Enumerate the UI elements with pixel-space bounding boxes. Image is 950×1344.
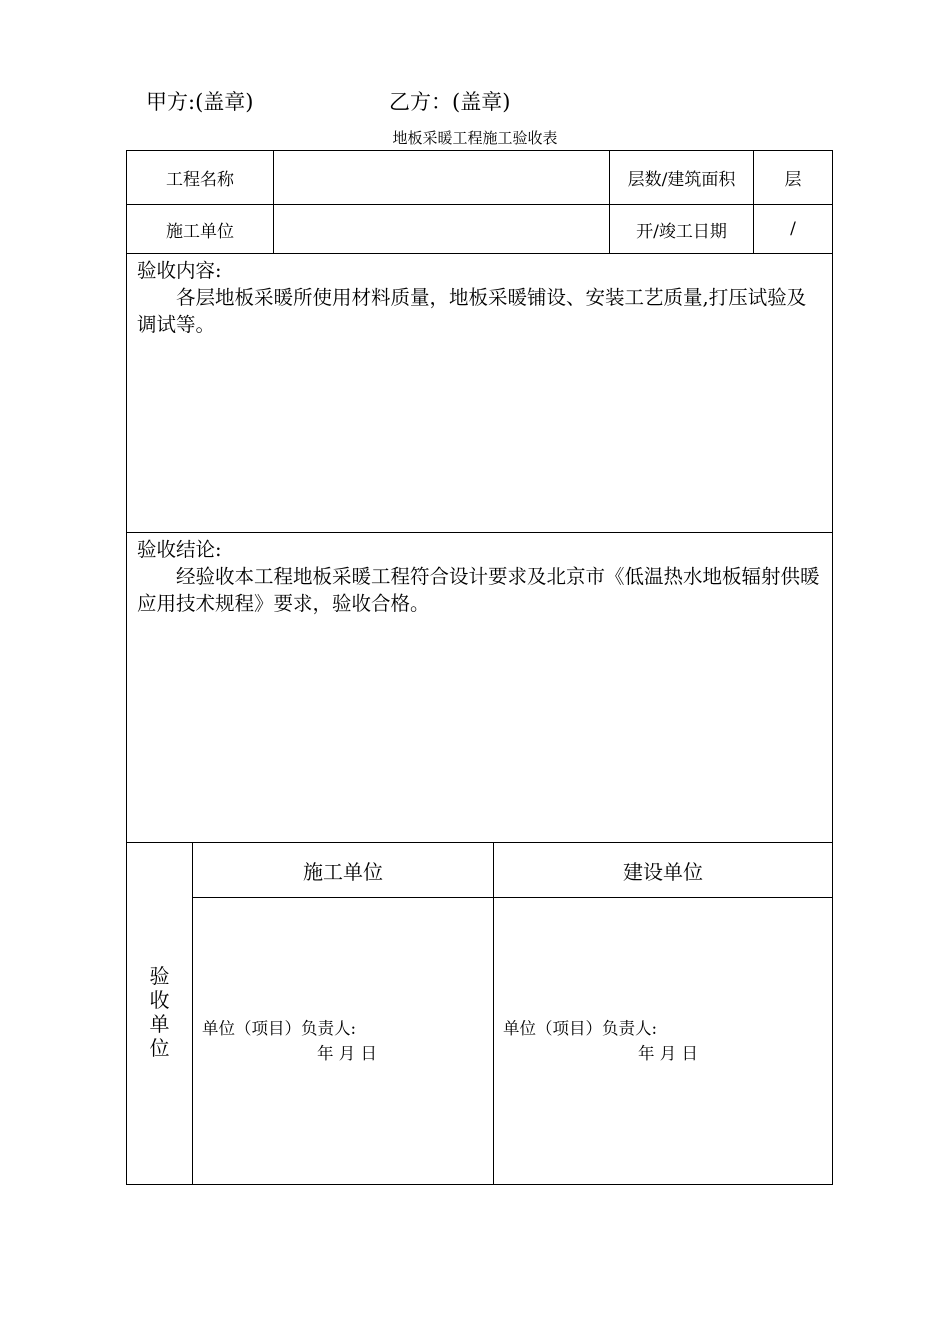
acceptance-content-body: 各层地板采暖所使用材料质量，地板采暖铺设、安装工艺质量,打压试验及调试等。	[137, 286, 807, 336]
document-title: 地板采暖工程施工验收表	[392, 129, 558, 147]
contractor-value[interactable]	[273, 204, 610, 254]
start-end-date-value[interactable]: /	[753, 204, 833, 254]
party-a-seal-label: 甲方:(盖章)	[146, 90, 254, 114]
construction-unit-signature-cell[interactable]	[192, 897, 494, 1185]
floors-area-value[interactable]: 层	[753, 150, 833, 205]
owner-sign-date: 年 月 日	[638, 1044, 698, 1063]
construction-sign-date: 年 月 日	[317, 1044, 377, 1063]
acceptance-conclusion-section	[126, 532, 833, 843]
owner-signer-label: 单位（项目）负责人:	[503, 1019, 658, 1038]
acceptance-content-section	[126, 253, 833, 533]
owner-unit-signature-cell[interactable]	[493, 897, 833, 1185]
construction-signer-label: 单位（项目）负责人:	[202, 1019, 357, 1038]
acceptance-units-side-label	[126, 842, 193, 1185]
side-label-char: 单	[149, 1012, 170, 1036]
side-label-char: 验	[149, 964, 170, 988]
side-label-char: 收	[149, 988, 170, 1012]
project-name-label: 工程名称	[126, 150, 274, 205]
floors-area-label: 层数/建筑面积	[609, 150, 754, 205]
acceptance-conclusion-heading: 验收结论:	[137, 538, 222, 561]
contractor-label: 施工单位	[126, 204, 274, 254]
party-b-seal-label: 乙方：(盖章)	[389, 90, 511, 114]
construction-unit-header: 施工单位	[192, 842, 494, 898]
owner-unit-header: 建设单位	[493, 842, 833, 898]
project-name-value[interactable]	[273, 150, 610, 205]
acceptance-conclusion-body: 经验收本工程地板采暖工程符合设计要求及北京市《低温热水地板辐射供暖应用技术规程》要求，验收合格。	[137, 565, 820, 615]
side-label-char: 位	[149, 1036, 170, 1060]
start-end-date-label: 开/竣工日期	[609, 204, 754, 254]
acceptance-content-heading: 验收内容:	[137, 259, 222, 282]
